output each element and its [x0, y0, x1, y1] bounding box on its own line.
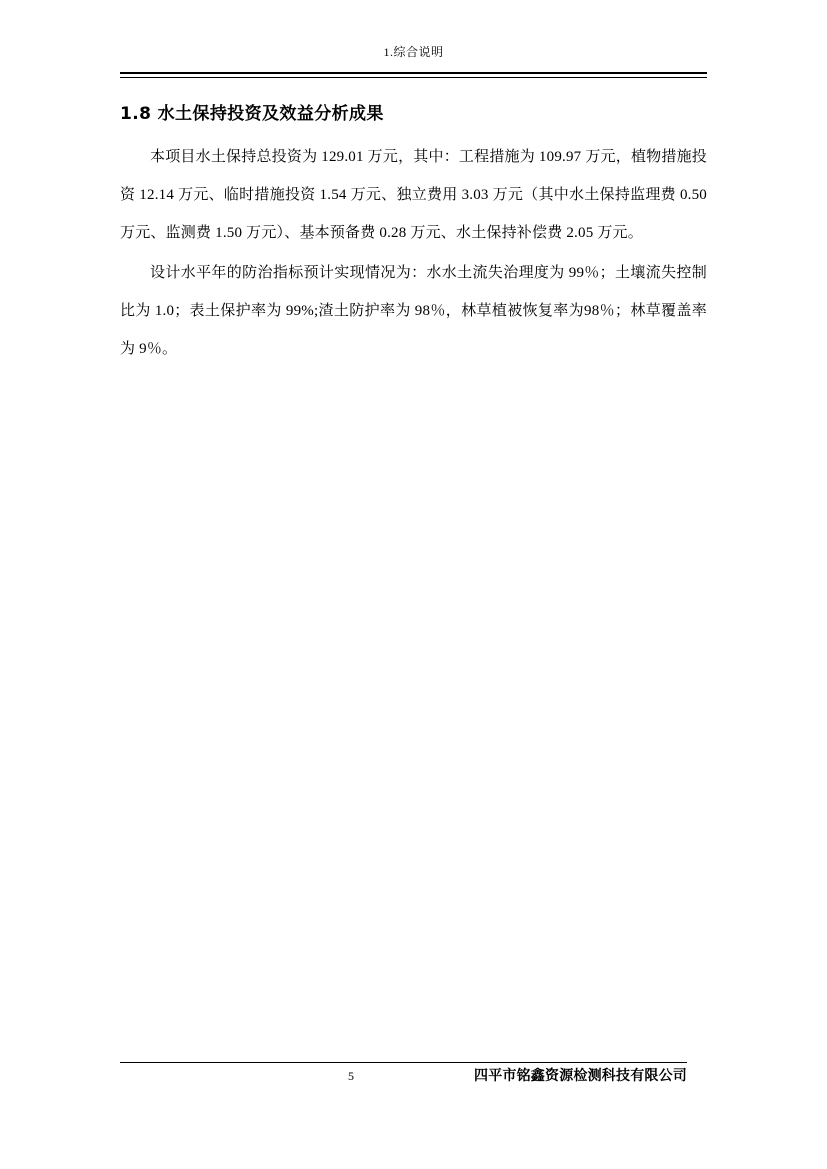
header-rule-bottom — [120, 77, 707, 78]
page-number: 5 — [348, 1069, 354, 1083]
header-rule-top — [120, 72, 707, 74]
page-header — [120, 44, 707, 60]
footer-rule — [120, 1062, 687, 1063]
page-content — [120, 100, 707, 370]
header-title: 1.综合说明 — [383, 45, 444, 59]
paragraph-indicators: 设计水平年的防治指标预计实现情况为：水水土流失治理度为 99％；土壤流失控制比为 1.0；表土保护率为 99%;渣土防护率为 98％，林草植被恢复率为98％；林草覆盖率为 9％。 — [120, 265, 707, 357]
section-title: 1.8 水土保持投资及效益分析成果 — [120, 104, 384, 124]
page-footer — [120, 1066, 687, 1088]
footer-organization: 四平市铭鑫资源检测科技有限公司 — [474, 1068, 687, 1084]
paragraph-investment: 本项目水土保持总投资为 129.01 万元，其中：工程措施为 109.97 万元，植物措施投资 12.14 万元、临时措施投资 1.54 万元、独立费用 3.03 万元（其中水土保持监理费 0.50 万元、监测费 1.50 万元）、基本预备费 0.28 万元、水土保持补偿费 2.05 万元。 — [120, 149, 707, 241]
